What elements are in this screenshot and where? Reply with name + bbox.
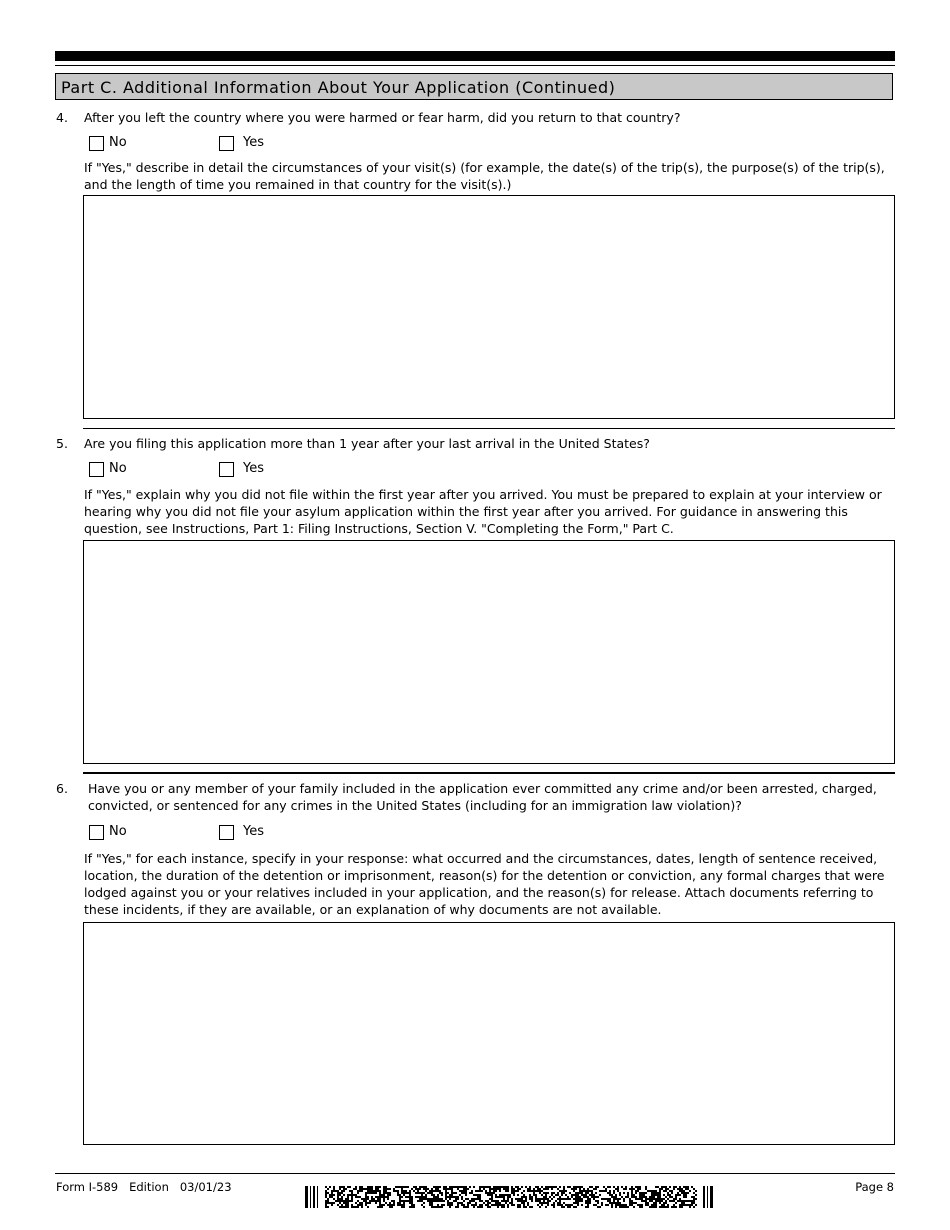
question-5-answer-field[interactable] (83, 540, 895, 764)
question-5-text: Are you filing this application more than 1 year after your last arrival in the United States? (84, 436, 650, 451)
question-6-instructions: If "Yes," for each instance, specify in your response: what occurred and the circumstances, dates, length of sentence received, location, the duration of the detention or imprisonment, reason(s) for the detention or conviction, any formal charges that were lodged against you or your relatives included in your application, and the reason(s) for release. Attach documents referring to these incidents, if they are available, or an explanation of why documents are not available. (84, 851, 885, 917)
footer-form-info (56, 1180, 232, 1194)
footer-edition-date: 03/01/23 (179, 1180, 232, 1194)
question-5-yes-checkbox[interactable] (219, 462, 234, 477)
top-rule-thin (55, 65, 895, 66)
footer-edition-label: Edition (129, 1180, 169, 1194)
question-5-number: 5. (56, 436, 68, 451)
question-4-instructions: If "Yes," describe in detail the circumstances of your visit(s) (for example, the date(s) of the trip(s), the purpose(s) of the trip(s), and the length of time you remained in that country for the visit(s).) (84, 160, 885, 192)
question-5-instructions: If "Yes," explain why you did not file within the first year after you arrived. You must be prepared to explain at your interview or hearing why you did not file your asylum application within the first year after you arrived. For guidance in answering this question, see Instructions, Part 1: Filing Instructions, Section V. "Completing the Form," Part C. (84, 487, 882, 536)
question-4-yes-label: Yes (243, 135, 264, 150)
question-4-answer-field[interactable] (83, 195, 895, 419)
question-6-no-label: No (109, 824, 127, 839)
section-divider (83, 772, 895, 774)
footer-form-id: Form I-589 (56, 1180, 119, 1194)
question-6-text: Have you or any member of your family included in the application ever committed any crime and/or been arrested, charged, convicted, or sentenced for any crimes in the United States (including for an immigration law violation)? (88, 781, 877, 813)
question-5-yes-label: Yes (243, 461, 264, 476)
question-4-text: After you left the country where you were harmed or fear harm, did you return to that country? (84, 110, 681, 125)
question-4-no-label: No (109, 135, 127, 150)
question-4-yes-checkbox[interactable] (219, 136, 234, 151)
question-5-no-checkbox[interactable] (89, 462, 104, 477)
question-4-number: 4. (56, 110, 68, 125)
question-6-yes-checkbox[interactable] (219, 825, 234, 840)
part-header-suffix: (Continued) (515, 78, 616, 97)
question-6-no-checkbox[interactable] (89, 825, 104, 840)
question-6-answer-field[interactable] (83, 922, 895, 1145)
footer-rule (55, 1173, 895, 1174)
question-6-yes-label: Yes (243, 824, 264, 839)
barcode-image (305, 1186, 715, 1208)
section-divider (83, 428, 895, 429)
question-4-no-checkbox[interactable] (89, 136, 104, 151)
top-rule-thick (55, 51, 895, 61)
question-5-no-label: No (109, 461, 127, 476)
part-header-title: Part C. Additional Information About Your Application (61, 78, 510, 97)
question-6-number: 6. (56, 781, 68, 796)
footer-page-number: Page 8 (855, 1180, 894, 1194)
part-header (55, 73, 893, 100)
